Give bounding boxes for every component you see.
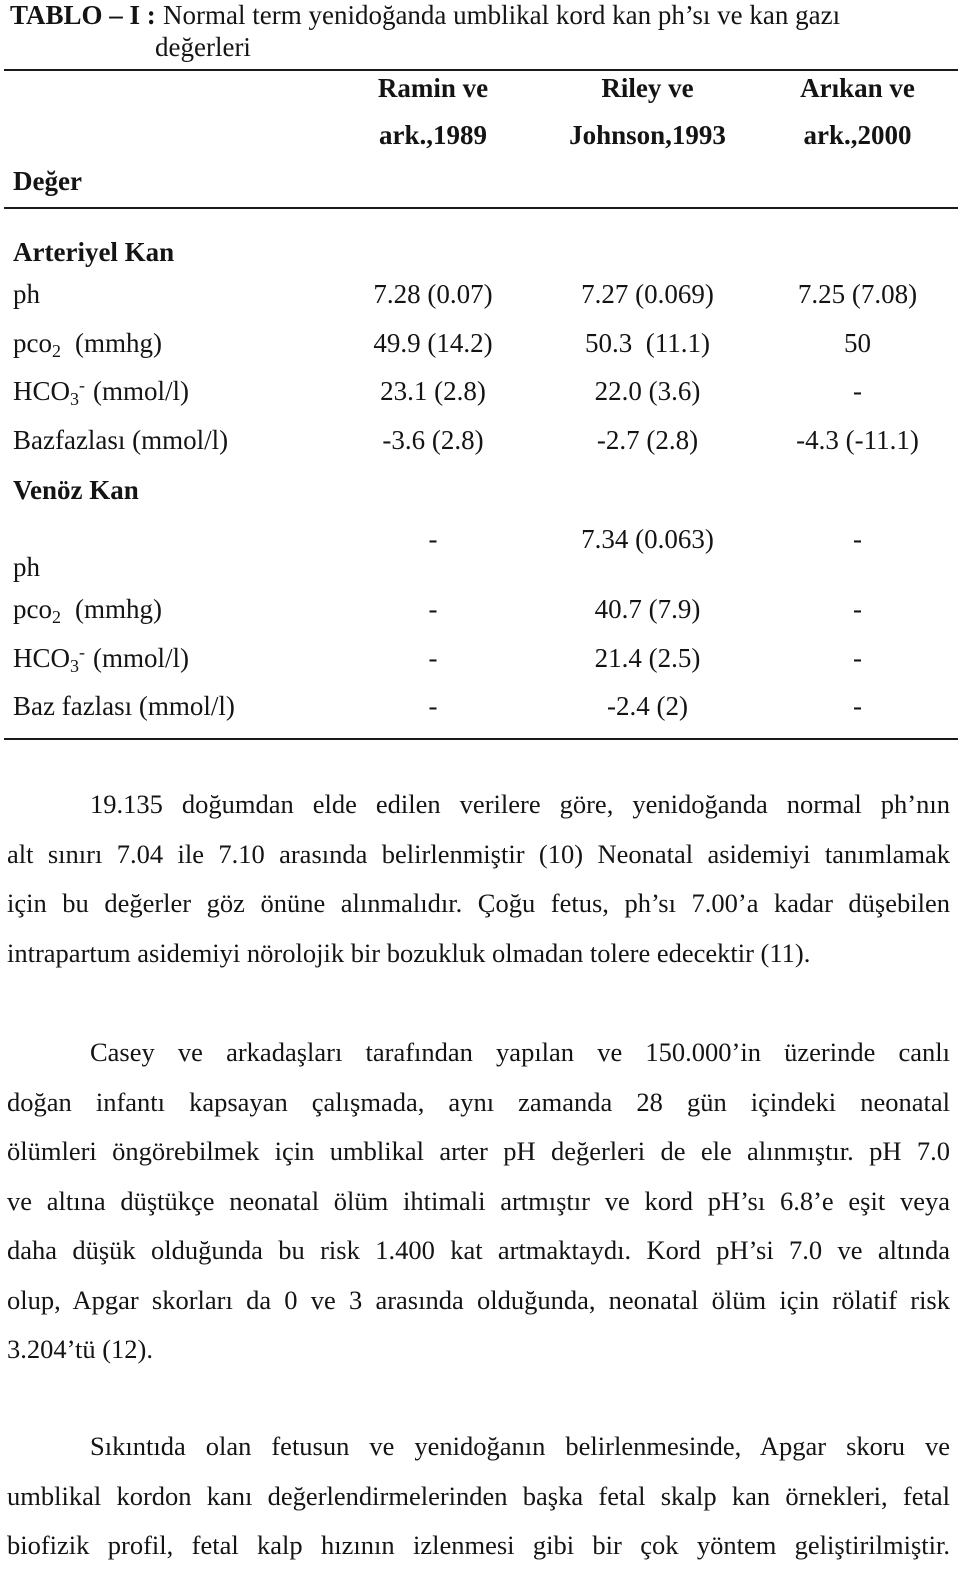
cell-value: -2.4 (2) [607, 691, 688, 721]
row-label-text: HCO [13, 376, 71, 406]
paragraph-line: 3.204’tü (12). [7, 1334, 153, 1364]
paragraph-line: ölümleri öngörebilmek için umblikal arter pH değerleri de ele alınmıştır. pH 7.0 [7, 1136, 950, 1166]
table-title-prefix: TABLO – I : [10, 0, 156, 30]
cell-value: 7.25 (7.08) [797, 279, 918, 309]
row-label [13, 594, 162, 625]
row-label [13, 328, 162, 359]
cell-value: 40.7 (7.9) [594, 594, 701, 624]
cell-value: - [853, 691, 862, 721]
paragraph-line: Sıkıntıda olan fetusun ve yenidoğanın belirlenmesinde, Apgar skoru ve [90, 1431, 950, 1461]
paragraph-line: intrapartum asidemiyi nörolojik bir bozukluk olmadan tolere edecektir (11). [7, 937, 811, 968]
cell-value: -4.3 (-11.1) [796, 425, 919, 455]
column-header-arikan-line-2: ark.,2000 [803, 120, 912, 150]
table-title-line-1: Normal term yenidoğanda umblikal kord kan ph’sı ve kan gazı [163, 0, 841, 30]
column-header-arikan-line-1: Arıkan ve [800, 73, 915, 103]
row-label-unit: (mmol/l) [93, 643, 190, 673]
cell-value: - [853, 643, 862, 673]
cell-value: 7.28 (0.07) [373, 279, 493, 309]
cell-value: 7.27 (0.069) [581, 279, 714, 309]
row-label-unit: (mmhg) [74, 328, 162, 358]
row-label-superscript: - [79, 642, 86, 662]
cell-value: 49.9 (14.2) [373, 328, 493, 358]
column-header-ramin-line-1: Ramin ve [377, 73, 489, 103]
paragraph-line: 19.135 doğumdan elde edilen verilere göre, yenidoğanda normal ph’nın [90, 789, 950, 819]
cell-value: - [428, 524, 438, 554]
row-label-subscript: 3 [70, 656, 80, 676]
cell-value: - [853, 376, 862, 406]
cell-value: 50 [844, 328, 871, 358]
row-label-text: pco [13, 328, 52, 358]
row-label-unit: (mmol/l) [93, 376, 190, 406]
cell-value: 23.1 (2.8) [380, 376, 486, 406]
cell-value: 22.0 (3.6) [594, 376, 701, 406]
row-label: Bazfazlası (mmol/l) [13, 425, 229, 455]
paragraph-line: için bu değerler göz önüne alınmalıdır. Çoğu fetus, ph’sı 7.00’a kadar düşebilen [7, 888, 950, 918]
paragraph-line: doğan infantı kapsayan çalışmada, aynı zamanda 28 gün içindeki neonatal [7, 1086, 950, 1117]
row-label-subscript: 2 [51, 341, 61, 361]
cell-value: 21.4 (2.5) [594, 643, 701, 673]
section-arterial-heading: Arteriyel Kan [13, 237, 175, 267]
cell-value: - [428, 691, 438, 721]
paragraph-line: biofizik profil, fetal kalp hızının izlenmesi gibi bir çok yöntem geliştirilmiştir. [7, 1530, 950, 1560]
row-label-subscript: 3 [70, 389, 80, 409]
cell-value: 50.3 (11.1) [585, 328, 710, 358]
paragraph-line: daha düşük olduğunda bu risk 1.400 kat artmaktaydı. Kord pH’si 7.0 ve altında [7, 1235, 950, 1265]
row-label: ph [13, 279, 40, 309]
row-label [13, 643, 189, 674]
row-label [13, 376, 189, 407]
row-label-subscript: 2 [51, 607, 61, 627]
paragraph-fetal-distress [7, 1422, 950, 1571]
paragraph-line: ve altına düştükçe neonatal ölüm ihtimali artmıştır ve kord pH’sı 6.8’e eşit veya [7, 1185, 950, 1216]
table-top-rule [4, 69, 958, 71]
paragraph-line: olup, Apgar skorları da 0 ve 3 arasında olduğunda, neonatal ölüm için rölatif risk [7, 1284, 950, 1315]
section-venous-heading: Venöz Kan [13, 475, 139, 505]
paragraph-casey-study [7, 1028, 950, 1375]
cell-value: - [853, 594, 862, 624]
row-label-text: pco [13, 594, 52, 624]
cell-value: - [428, 643, 438, 673]
row-label-superscript: - [79, 375, 86, 395]
cell-value: -3.6 (2.8) [382, 425, 484, 455]
table-title-line-2: değerleri [155, 32, 251, 62]
row-label-text: HCO [13, 643, 71, 673]
paragraph-line: umblikal kordon kanı değerlendirmelerinden başka fetal skalp kan örnekleri, fetal [7, 1480, 950, 1511]
paragraph-normal-ph [7, 780, 950, 978]
cell-value: - [428, 594, 438, 624]
table-header-rule [4, 207, 958, 209]
cell-value: - [853, 524, 862, 554]
row-label: Baz fazlası (mmol/l) [13, 691, 235, 721]
row-label-unit: (mmhg) [74, 594, 162, 624]
column-header-riley-line-1: Riley ve [601, 73, 694, 103]
cell-value: -2.7 (2.8) [596, 425, 699, 455]
column-header-riley-line-2: Johnson,1993 [569, 120, 726, 150]
cell-value: 7.34 (0.063) [581, 524, 714, 554]
row-label: ph [13, 552, 40, 582]
paragraph-line: Casey ve arkadaşları tarafından yapılan ve 150.000’in üzerinde canlı [90, 1037, 950, 1067]
table-bottom-rule [4, 738, 958, 740]
column-header-ramin-line-2: ark.,1989 [379, 120, 487, 150]
paragraph-line: alt sınırı 7.04 ile 7.10 arasında belirlenmiştir (10) Neonatal asidemiyi tanımlamak [7, 838, 950, 869]
column-header-value: Değer [13, 166, 82, 196]
